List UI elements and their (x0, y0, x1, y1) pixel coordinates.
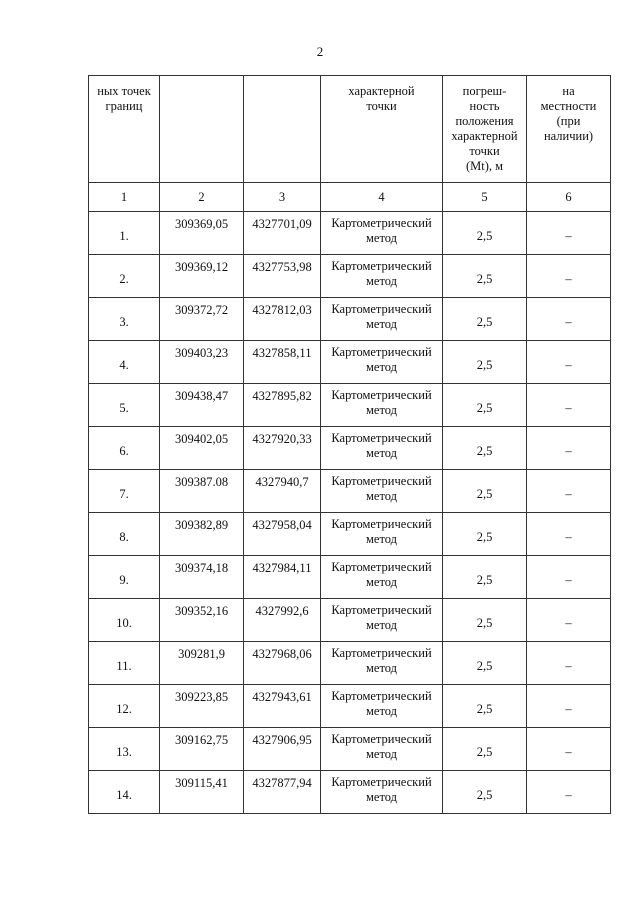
y-coordinate: 4327877,94 (244, 771, 321, 814)
method-cell (321, 771, 443, 814)
method-line: метод (365, 274, 397, 288)
table-row (89, 642, 611, 685)
x-coordinate: 309115,41 (160, 771, 244, 814)
method-line: Картометрический (331, 517, 432, 531)
coordinates-table (88, 75, 611, 814)
header-line: ных точек (97, 84, 151, 98)
point-number: 3. (89, 298, 160, 341)
y-coordinate: 4327753,98 (244, 255, 321, 298)
method-line: Картометрический (331, 431, 432, 445)
method-cell (321, 427, 443, 470)
method-cell (321, 470, 443, 513)
x-coordinate: 309403,23 (160, 341, 244, 384)
column-number: 1 (89, 183, 160, 212)
method-line: метод (365, 747, 397, 761)
header-y-coordinate (244, 76, 321, 183)
description-value: – (527, 599, 611, 642)
y-coordinate: 4327920,33 (244, 427, 321, 470)
header-point-name (89, 76, 160, 183)
method-cell (321, 255, 443, 298)
description-value: – (527, 470, 611, 513)
table-row (89, 470, 611, 513)
method-line: метод (365, 704, 397, 718)
accuracy-value: 2,5 (443, 685, 527, 728)
point-number: 7. (89, 470, 160, 513)
y-coordinate: 4327940,7 (244, 470, 321, 513)
table-header-row (89, 76, 611, 183)
method-line: Картометрический (331, 560, 432, 574)
description-value: – (527, 298, 611, 341)
point-number: 2. (89, 255, 160, 298)
method-line: метод (365, 532, 397, 546)
table-row (89, 427, 611, 470)
header-line: (при (556, 114, 581, 128)
table-body (89, 212, 611, 814)
method-line: метод (365, 360, 397, 374)
header-line: границ (105, 99, 143, 113)
description-value: – (527, 556, 611, 599)
header-line: наличии) (543, 129, 594, 143)
description-value: – (527, 685, 611, 728)
method-cell (321, 599, 443, 642)
header-line: положения (455, 114, 514, 128)
method-line: Картометрический (331, 732, 432, 746)
point-number: 12. (89, 685, 160, 728)
table-row (89, 771, 611, 814)
method-line: Картометрический (331, 689, 432, 703)
description-value: – (527, 771, 611, 814)
table-row (89, 513, 611, 556)
method-line: Картометрический (331, 775, 432, 789)
column-number: 2 (160, 183, 244, 212)
y-coordinate: 4327958,04 (244, 513, 321, 556)
x-coordinate: 309369,05 (160, 212, 244, 255)
header-line: точки (469, 144, 500, 158)
description-value: – (527, 212, 611, 255)
header-description (527, 76, 611, 183)
page-number: 2 (316, 44, 324, 59)
accuracy-value: 2,5 (443, 771, 527, 814)
table-row (89, 728, 611, 771)
y-coordinate: 4327968,06 (244, 642, 321, 685)
column-number: 5 (443, 183, 527, 212)
header-accuracy (443, 76, 527, 183)
method-cell (321, 556, 443, 599)
column-number: 6 (527, 183, 611, 212)
description-value: – (527, 384, 611, 427)
point-number: 6. (89, 427, 160, 470)
x-coordinate: 309369,12 (160, 255, 244, 298)
header-line: характерной (451, 129, 518, 143)
header-line: (Mt), м (465, 159, 504, 173)
column-number: 3 (244, 183, 321, 212)
method-line: метод (365, 575, 397, 589)
header-line: на (562, 84, 575, 98)
description-value: – (527, 255, 611, 298)
point-number: 5. (89, 384, 160, 427)
y-coordinate: 4327906,95 (244, 728, 321, 771)
x-coordinate: 309438,47 (160, 384, 244, 427)
method-line: метод (365, 446, 397, 460)
method-cell (321, 341, 443, 384)
method-line: метод (365, 489, 397, 503)
method-line: метод (365, 618, 397, 632)
accuracy-value: 2,5 (443, 513, 527, 556)
header-line: характерной (348, 84, 415, 98)
point-number: 9. (89, 556, 160, 599)
header-line: погреш- (462, 84, 507, 98)
y-coordinate: 4327992,6 (244, 599, 321, 642)
method-cell (321, 728, 443, 771)
x-coordinate: 309281,9 (160, 642, 244, 685)
table-row (89, 599, 611, 642)
table-row (89, 255, 611, 298)
table-row (89, 384, 611, 427)
column-number-row (89, 183, 611, 212)
table-row (89, 212, 611, 255)
y-coordinate: 4327812,03 (244, 298, 321, 341)
y-coordinate: 4327943,61 (244, 685, 321, 728)
point-number: 13. (89, 728, 160, 771)
table-row (89, 341, 611, 384)
x-coordinate: 309374,18 (160, 556, 244, 599)
description-value: – (527, 341, 611, 384)
method-line: метод (365, 790, 397, 804)
method-cell (321, 212, 443, 255)
x-coordinate: 309387.08 (160, 470, 244, 513)
method-cell (321, 642, 443, 685)
method-cell (321, 685, 443, 728)
x-coordinate: 309162,75 (160, 728, 244, 771)
accuracy-value: 2,5 (443, 212, 527, 255)
accuracy-value: 2,5 (443, 470, 527, 513)
description-value: – (527, 642, 611, 685)
table-row (89, 685, 611, 728)
x-coordinate: 309382,89 (160, 513, 244, 556)
x-coordinate: 309352,16 (160, 599, 244, 642)
description-value: – (527, 427, 611, 470)
table-row (89, 556, 611, 599)
header-line: местности (540, 99, 597, 113)
header-line: точки (366, 99, 397, 113)
y-coordinate: 4327895,82 (244, 384, 321, 427)
accuracy-value: 2,5 (443, 728, 527, 771)
method-cell (321, 513, 443, 556)
point-number: 11. (89, 642, 160, 685)
column-number: 4 (321, 183, 443, 212)
method-line: Картометрический (331, 302, 432, 316)
y-coordinate: 4327984,11 (244, 556, 321, 599)
table-row (89, 298, 611, 341)
y-coordinate: 4327701,09 (244, 212, 321, 255)
point-number: 14. (89, 771, 160, 814)
accuracy-value: 2,5 (443, 556, 527, 599)
method-line: Картометрический (331, 216, 432, 230)
method-line: метод (365, 231, 397, 245)
accuracy-value: 2,5 (443, 255, 527, 298)
point-number: 1. (89, 212, 160, 255)
method-line: метод (365, 403, 397, 417)
accuracy-value: 2,5 (443, 341, 527, 384)
accuracy-value: 2,5 (443, 599, 527, 642)
method-cell (321, 384, 443, 427)
method-line: метод (365, 317, 397, 331)
header-line: ность (469, 99, 500, 113)
method-line: Картометрический (331, 474, 432, 488)
description-value: – (527, 728, 611, 771)
x-coordinate: 309223,85 (160, 685, 244, 728)
method-line: Картометрический (331, 603, 432, 617)
method-line: Картометрический (331, 388, 432, 402)
x-coordinate: 309402,05 (160, 427, 244, 470)
accuracy-value: 2,5 (443, 384, 527, 427)
accuracy-value: 2,5 (443, 642, 527, 685)
header-x-coordinate (160, 76, 244, 183)
accuracy-value: 2,5 (443, 427, 527, 470)
method-line: Картометрический (331, 345, 432, 359)
point-number: 8. (89, 513, 160, 556)
accuracy-value: 2,5 (443, 298, 527, 341)
description-value: – (527, 513, 611, 556)
point-number: 4. (89, 341, 160, 384)
method-cell (321, 298, 443, 341)
method-line: Картометрический (331, 259, 432, 273)
x-coordinate: 309372,72 (160, 298, 244, 341)
method-line: метод (365, 661, 397, 675)
y-coordinate: 4327858,11 (244, 341, 321, 384)
point-number: 10. (89, 599, 160, 642)
header-method (321, 76, 443, 183)
method-line: Картометрический (331, 646, 432, 660)
